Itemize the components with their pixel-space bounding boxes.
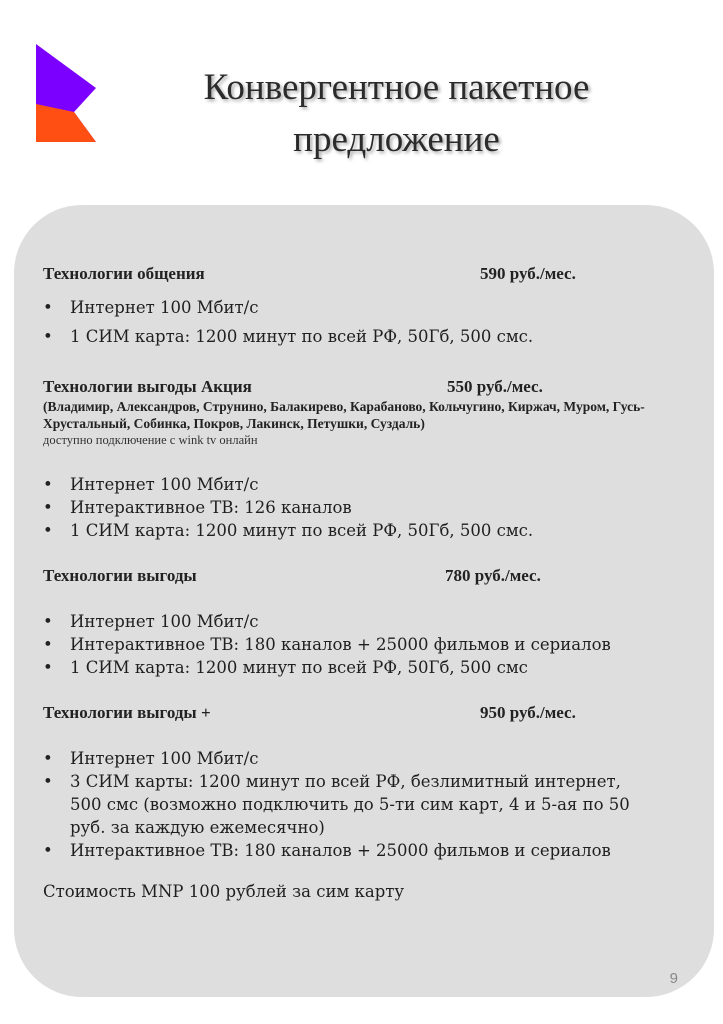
list-item: • Интерактивное ТВ: 180 каналов + 25000 фильмов и сериалов xyxy=(43,633,693,656)
package-features xyxy=(43,473,693,542)
packages-list xyxy=(43,262,693,903)
package-features xyxy=(43,610,693,679)
list-item: • 1 СИМ карта: 1200 минут по всей РФ, 50Гб, 500 смс. xyxy=(43,325,693,348)
package-4 xyxy=(43,701,693,862)
package-name: Технологии выгоды Акция xyxy=(43,377,252,396)
list-item: • 3 СИМ карты: 1200 минут по всей РФ, безлимитный интернет, 500 смс (возможно подключить до 5-ти сим карт, 4 и 5-ая по 50 руб. за каждую ежемесячно) xyxy=(43,770,643,839)
package-name: Технологии общения xyxy=(43,264,205,283)
package-price: 550 руб./мес. xyxy=(447,377,543,396)
package-price: 590 руб./мес. xyxy=(480,264,576,283)
list-item: • Интерактивное ТВ: 126 каналов xyxy=(43,496,693,519)
package-2 xyxy=(43,375,693,542)
mnp-cost-note: Стоимость MNP 100 рублей за сим карту xyxy=(43,882,405,901)
page-title xyxy=(110,62,683,166)
package-note: доступно подключение с wink tv онлайн xyxy=(43,433,258,447)
package-name: Технологии выгоды xyxy=(43,566,197,585)
list-item: • Интернет 100 Мбит/с xyxy=(43,473,693,496)
package-header xyxy=(43,564,693,587)
rostelecom-logo xyxy=(34,42,98,146)
package-name: Технологии выгоды + xyxy=(43,703,211,722)
package-features xyxy=(43,747,643,862)
list-item: • Интернет 100 Мбит/с xyxy=(43,296,693,319)
package-header xyxy=(43,262,693,285)
package-regions: (Владимир, Александров, Струнино, Балакирево, Карабаново, Кольчугино, Киржач, Муром, Гусь-Хрустальный, Собинка, Покров, Лакинск, Петушки, Суздаль) xyxy=(43,399,645,431)
list-item: • Интернет 100 Мбит/с xyxy=(43,610,693,633)
package-features xyxy=(43,296,693,348)
list-item: • 1 СИМ карта: 1200 минут по всей РФ, 50Гб, 500 смс. xyxy=(43,519,693,542)
package-3 xyxy=(43,564,693,679)
package-1 xyxy=(43,262,693,348)
title-line-2: предложение xyxy=(293,119,500,160)
package-header xyxy=(43,701,693,724)
package-price: 950 руб./мес. xyxy=(480,703,576,722)
list-item: • 1 СИМ карта: 1200 минут по всей РФ, 50Гб, 500 смс xyxy=(43,656,693,679)
title-line-1: Конвергентное пакетное xyxy=(203,67,590,108)
package-price: 780 руб./мес. xyxy=(445,566,541,585)
list-item: • Интернет 100 Мбит/с xyxy=(43,747,643,770)
list-item: • Интерактивное ТВ: 180 каналов + 25000 фильмов и сериалов xyxy=(43,839,643,862)
package-header xyxy=(43,375,693,398)
page-number: 9 xyxy=(669,970,678,987)
